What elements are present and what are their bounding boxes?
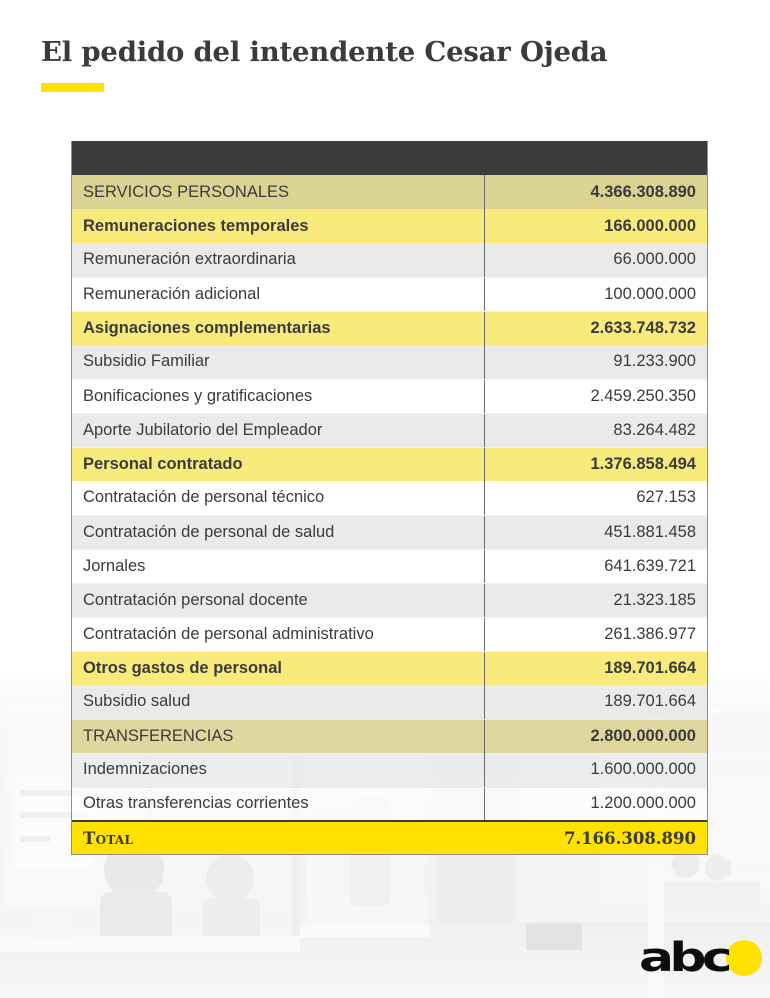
row-amount: 83.264.482 — [484, 413, 708, 447]
yellow-circle-icon — [726, 940, 762, 976]
row-detail: SERVICIOS PERSONALES — [71, 175, 484, 209]
table-row — [71, 583, 708, 617]
row-detail: Subsidio Familiar — [71, 345, 484, 379]
table-body — [71, 175, 708, 855]
row-detail: Personal contratado — [71, 447, 484, 481]
title-accent-rule — [41, 83, 104, 92]
total-row — [71, 821, 708, 855]
row-amount: 2.800.000.000 — [484, 719, 708, 753]
column-header-montos: Montos — [561, 148, 631, 168]
table-row — [71, 515, 708, 549]
table-row — [71, 651, 708, 685]
column-header-detalle: Detalle — [83, 148, 150, 168]
abc-logo — [638, 934, 762, 982]
row-amount: 1.600.000.000 — [484, 753, 708, 787]
row-amount: 641.639.721 — [484, 549, 708, 583]
row-amount: 100.000.000 — [484, 277, 708, 311]
table-header-row — [71, 141, 708, 175]
row-amount: 189.701.664 — [484, 685, 708, 719]
row-amount: 627.153 — [484, 481, 708, 515]
row-detail: Bonificaciones y gratificaciones — [71, 379, 484, 413]
table-row — [71, 379, 708, 413]
total-amount: 7.166.308.890 — [484, 821, 708, 855]
row-detail: TRANSFERENCIAS — [71, 719, 484, 753]
row-amount: 21.323.185 — [484, 583, 708, 617]
row-amount: 4.366.308.890 — [484, 175, 708, 209]
budget-table — [71, 141, 708, 855]
row-amount: 1.200.000.000 — [484, 787, 708, 821]
row-amount: 2.633.748.732 — [484, 311, 708, 345]
abc-logo-wordmark: abc — [638, 934, 728, 982]
page-title: El pedido del intendente Cesar Ojeda — [41, 36, 608, 68]
table-row — [71, 753, 708, 787]
row-detail: Remuneración extraordinaria — [71, 243, 484, 277]
row-detail: Otras transferencias corrientes — [71, 787, 484, 821]
total-label: Total — [71, 821, 484, 855]
row-detail: Contratación personal docente — [71, 583, 484, 617]
table-row — [71, 243, 708, 277]
row-amount: 66.000.000 — [484, 243, 708, 277]
row-amount: 2.459.250.350 — [484, 379, 708, 413]
table-row — [71, 345, 708, 379]
table-row — [71, 311, 708, 345]
table-row — [71, 447, 708, 481]
row-detail: Contratación de personal técnico — [71, 481, 484, 515]
table-row — [71, 277, 708, 311]
row-detail: Otros gastos de personal — [71, 651, 484, 685]
row-detail: Remuneraciones temporales — [71, 209, 484, 243]
row-detail: Contratación de personal administrativo — [71, 617, 484, 651]
table-row — [71, 481, 708, 515]
row-amount: 1.376.858.494 — [484, 447, 708, 481]
table-row — [71, 617, 708, 651]
row-detail: Indemnizaciones — [71, 753, 484, 787]
row-detail: Subsidio salud — [71, 685, 484, 719]
row-amount: 261.386.977 — [484, 617, 708, 651]
table-row — [71, 209, 708, 243]
row-amount: 451.881.458 — [484, 515, 708, 549]
table-row — [71, 719, 708, 753]
table-row — [71, 549, 708, 583]
row-amount: 91.233.900 — [484, 345, 708, 379]
row-detail: Asignaciones complementarias — [71, 311, 484, 345]
table-row — [71, 787, 708, 821]
table-row — [71, 413, 708, 447]
title-block — [41, 36, 607, 92]
row-detail: Contratación de personal de salud — [71, 515, 484, 549]
row-amount: 189.701.664 — [484, 651, 708, 685]
table-row — [71, 175, 708, 209]
row-detail: Remuneración adicional — [71, 277, 484, 311]
row-detail: Aporte Jubilatorio del Empleador — [71, 413, 484, 447]
row-detail: Jornales — [71, 549, 484, 583]
table-header — [71, 141, 708, 175]
row-amount: 166.000.000 — [484, 209, 708, 243]
table-row — [71, 685, 708, 719]
